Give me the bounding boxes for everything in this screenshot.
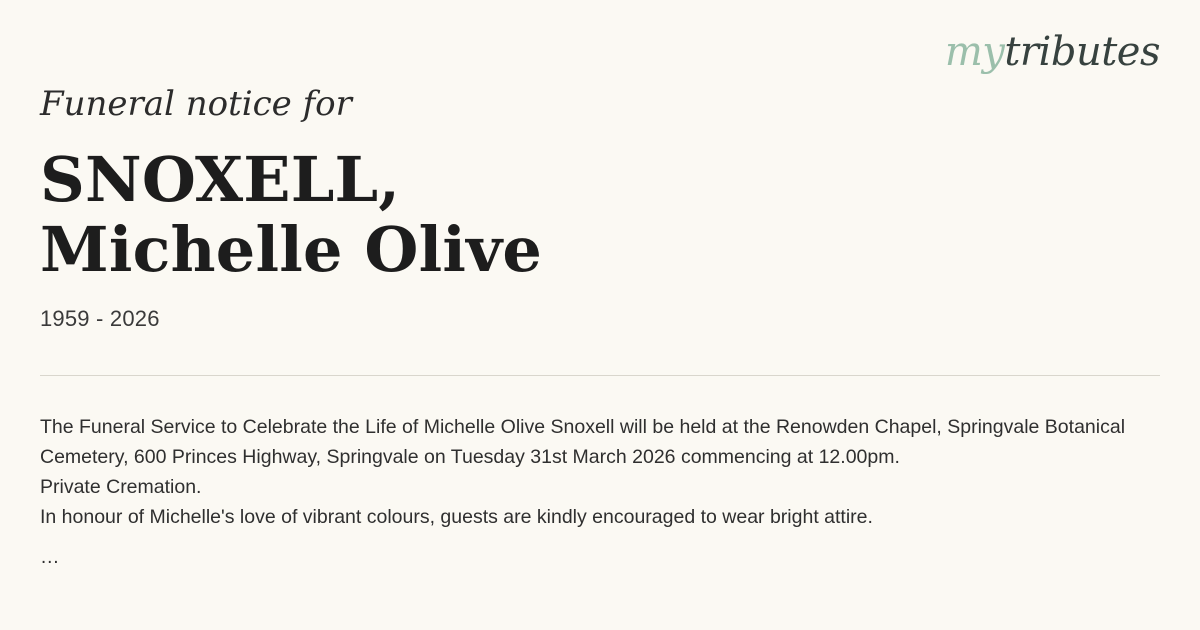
page-title [40, 123, 1160, 284]
divider [40, 375, 1160, 376]
deceased-surname: SNOXELL, [40, 143, 401, 217]
mytributes-logo [944, 29, 1160, 75]
logo-text-tributes: tributes [1004, 29, 1160, 75]
logo-text-my: my [944, 29, 1005, 75]
notice-body [40, 384, 1150, 532]
notice-paragraph: The Funeral Service to Celebrate the Life of Michelle Olive Snoxell will be held at the Renowden Chapel, Springvale Botanical Cemetery, 600 Princes Highway, Springvale on Tuesday 31st March 2026 commencing at 12.00pm. [40, 415, 1126, 468]
notice-label: Funeral notice for [40, 84, 352, 124]
life-years: 1959 - 2026 [40, 306, 160, 332]
truncation-indicator: … [40, 545, 60, 568]
notice-paragraph: In honour of Michelle's love of vibrant colours, guests are kindly encouraged to wear bright attire. [40, 505, 873, 528]
notice-paragraph: Private Cremation. [40, 475, 202, 498]
deceased-given-names: Michelle Olive [40, 212, 542, 286]
